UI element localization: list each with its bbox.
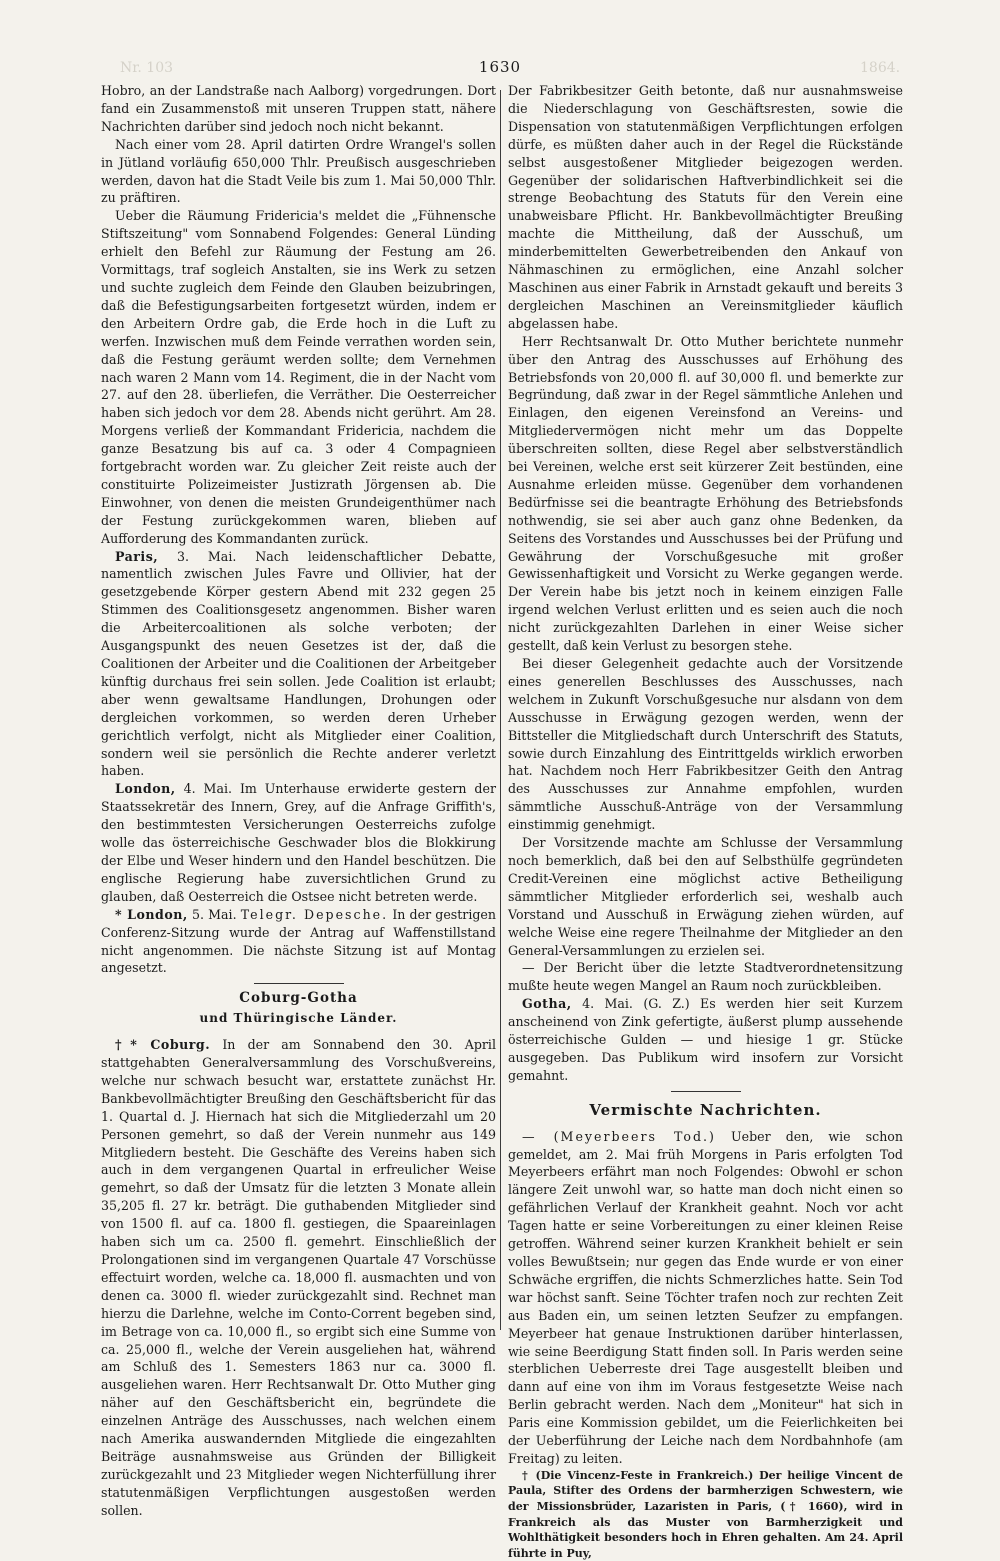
bleedthrough-right: 1864. — [860, 60, 901, 76]
text-london-1: Im Unterhause erwiderte gestern der Staatssekretär des Innern, Grey, auf die Anfrage Griffith's, den bestimmtesten Versicherungen Oesterreichs zufolge wolle das österreichische Geschwader blos die Blokkirung der Elbe und Weser hindern und den Handel beschützen. Die englische Regierung habe zuversichtlichen Grund zu glauben, daß Oesterreich die Ostsee nicht betreten werde. — [101, 781, 496, 904]
telegram-label: Telegr. Depesche. — [240, 906, 389, 922]
article-council-note: — Der Bericht über die letzte Stadtverordnetensitzung mußte heute wegen Mangel an Raum noch zurückbleiben. — [508, 960, 903, 994]
dateline-london-1: London, — [115, 781, 176, 797]
section-rule — [254, 983, 344, 984]
article-wrangel: Nach einer vom 28. April datirten Ordre Wrangel's sollen in Jütland vorläufig 650,000 Thlr. Preußisch ausgeschrieben werden, davon hat die Stadt Veile bis zum 1. Mai 50,000 Thlr. zu präftiren. — [101, 136, 496, 206]
article-gotha — [508, 995, 903, 1085]
article-chairman: Der Vorsitzende machte am Schlusse der Versammlung noch bemerklich, daß bei den auf Selbsthülfe gegründeten Credit-Vereinen eine möglichst active Betheiligung sämmtlicher Mitglieder erforderlich sei, weshalb auch Vorstand und Ausschuß in Erwägung ziehen würden, auf welche Weise eine regere Theilnahme der Mitglieder an den General-Versammlungen zu erzielen sei. — [508, 835, 903, 958]
article-muther: Herr Rechtsanwalt Dr. Otto Muther berichtete nunmehr über den Antrag des Ausschusses auf Erhöhung des Betriebsfonds von 20,000 fl. auf 30,000 fl. und bemerkte zur Begründung, daß zwar in der Regel sämmtliche Anlehen und Einlagen, den eigenen Vereinsfond an Vereins- und Mitgliedervermögen nicht mehr um das Doppelte überschreiten sollten, diese Regel aber selbstverständlich bei Vereinen, welche erst seit kürzerer Zeit bestünden, eine Ausnahme erleiden müsse. Gegenüber dem vorhandenen Bedürfnisse sei die beantragte Erhöhung des Betriebsfonds nothwendig, sie sei aber auch ganz ohne Bedenken, da Seitens des Vorstandes und Ausschusses bei der Prüfung und Gewährung der Vorschußgesuche mit großer Gewissenhaftigkeit und Vorsicht zu Werke gegangen werde. Der Verein habe bis jetzt noch in keinem einzigen Falle irgend welchen Verlust erlitten und es seien auch die noch nicht zurückgezahlten Darlehen in einer Weise sicher gestellt, daß kein Verlust zu besorgen stehe. — [508, 333, 903, 654]
article-vincenz: † (Die Vincenz-Feste in Frankreich.) Der heilige Vincent de Paula, Stifter des Ordens der barmherzigen Schwestern, wie der Missionsbrüder, Lazaristen in Paris, († 1660), wird in Frankreich als das Muster von Barmherzigkeit und Wohlthätigkeit besonders hoch in Ehren gehalten. Am 24. April führte in Puy, — [508, 1468, 903, 1560]
left-column — [101, 82, 496, 1520]
misc-rule — [671, 1091, 741, 1092]
text-paris: Nach leidenschaftlicher Debatte, namentlich zwischen Jules Favre und Ollivier, hat der gesetzgebende Körper gestern Abend mit 232 gegen 25 Stimmen des Coalitionsgesetz angenommen. Bisher waren die Arbeitercoalitionen als solche verboten; der Ausgangspunkt des neuen Gesetzes ist der, daß die Coalitionen der Arbeiter und die Coalitionen der Arbeitgeber künftig durchaus frei sein sollen. Jede Coalition ist erlaubt; aber wenn gewaltsame Handlungen, Drohungen oder dergleichen vorkommen, so werden deren Urheber gerichtlich verfolgt, nicht als Mitglieder einer Coalition, sondern weil sie persönlich die Rechte anderer verletzt haben. — [101, 548, 496, 779]
article-london-2 — [101, 906, 496, 978]
bleedthrough-left: Nr. 103 — [120, 60, 174, 76]
section-subtitle: und Thüringische Länder. — [199, 1011, 398, 1026]
article-geith: Der Fabrikbesitzer Geith betonte, daß nur ausnahmsweise die Niederschlagung von Geschäftsresten, sowie die Dispensation von statutenmäßigen Verpflichtungen erfolgen dürfe, es müßten daher auch in der Regel die Rückstände selbst ausgestoßener Mitglieder beigezogen werden. Gegenüber der solidarischen Haftverbindlichkeit sei die strenge Beobachtung des Statuts für den Verein eine unabweisbare Pflicht. Hr. Bankbevollmächtigter Breußing machte die Mittheilung, daß der Ausschuß, um minderbemittelten Gewerbetreibenden den Ankauf von Nähmaschinen zu ermöglichen, eine Anzahl solcher Maschinen aus einer Fabrik in Arnstadt gekauft und bereits 3 dergleichen Maschinen an Vereinsmitglieder käuflich abgelassen habe. — [508, 83, 903, 331]
text-london-2: In der gestrigen Conferenz-Sitzung wurde der Antrag auf Waffenstillstand nicht angenommen. Die nächste Sitzung ist auf Montag angesetzt. — [101, 906, 496, 976]
misc-section-title: Vermischte Nachrichten. — [589, 1100, 822, 1119]
section-title: Coburg-Gotha — [239, 990, 358, 1007]
date-paris: 3. Mai. — [177, 548, 237, 564]
text-gotha: (G. Z.) Es werden hier seit Kurzem anscheinend von Zink gefertigte, äußerst plump aussehende österreichische Gulden — und hiesige 1 gr. Stücke ausgegeben. Das Publikum wird insofern zur Vorsicht gemahnt. — [508, 996, 903, 1083]
column-divider — [500, 90, 501, 1330]
article-paris — [101, 548, 496, 781]
dateline-gotha: Gotha, — [522, 996, 572, 1012]
date-london-2: 5. Mai. — [191, 906, 237, 922]
meyerbeer-lead: — (Meyerbeers Tod.) — [522, 1128, 716, 1144]
article-fridericia: Ueber die Räumung Fridericia's meldet die „Fühnensche Stiftszeitung" vom Sonnabend Folgendes: General Lünding erhielt den Befehl zur Räumung der Festung am 26. Vormittags, traf sogleich Anstalten, sie ins Werk zu setzen und suchte zugleich dem Feinde den Glauben beizubringen, daß die Befestigungsarbeiten fortgesetzt würden, indem er den Arbeitern Ordre gab, die Erde hoch in die Luft zu werfen. Inzwischen muß dem Feinde verrathen worden sein, daß die Festung geräumt werden sollte; dem Vernehmen nach waren 2 Mann vom 14. Regiment, die in der Nacht vom 27. auf den 28. überliefen, die Verräther. Die Oesterreicher haben sich jedoch vor dem 28. Abends nicht gerührt. Am 28. Morgens verließ der Kommandant Fridericia, nachdem die ganze Besatzung bis auf ca. 3 oder 4 Compagnieen fortgebracht worden war. Zu gleicher Zeit reiste auch der constituirte Polizeimeister Justizrath Jörgensen ab. Die Einwohner, von denen die meisten Grundeigenthümer nach der Festung zurückgekommen waren, blieben auf Aufforderung des Kommandanten zurück. — [101, 208, 496, 546]
article-hobro: Hobro, an der Landstraße nach Aalborg) vorgedrungen. Dort fand ein Zusammenstoß mit unseren Truppen statt, nähere Nachrichten darüber sind jedoch noch nicht bekannt. — [101, 83, 496, 134]
page-number: 1630 — [478, 58, 522, 76]
article-coburg — [101, 1036, 496, 1519]
article-london-1 — [101, 780, 496, 905]
text-coburg: In der am Sonnabend den 30. April stattgehabten Generalversammlung des Vorschußvereins, welche nur schwach besucht war, erstattete zunächst Hr. Bankbevollmächtigter Breußing den Geschäftsbericht für das 1. Quartal d. J. Hiernach hat sich die Mitgliederzahl um 20 Personen gemehrt, so daß der Verein nunmehr aus 149 Mitgliedern besteht. Die Geschäfte des Vereins haben sich auch in dem vergangenen Quartal in erfreulicher Weise gemehrt, so daß der Umsatz für die letzten 3 Monate allein 35,205 fl. 27 kr. beträgt. Die guthabenden Mitglieder sind von 1500 fl. auf ca. 1800 fl. gestiegen, die Spaareinlagen haben sich um ca. 2500 fl. gemehrt. Einschließlich der Prolongationen sind im vergangenen Quartale 47 Vorschüsse effectuirt worden, welche ca. 18,000 fl. ausmachten und von denen ca. 3000 fl. wieder zurückgezahlt sind. Rechnet man hierzu die Darlehne, welche im Conto-Corrent begeben sind, im Betrage von ca. 10,000 fl., so ergibt sich eine Summe von ca. 25,000 fl., welche der Verein ausgeliehen hat, während am Schluß des 1. Semesters 1863 nur ca. 3000 fl. ausgeliehen waren. Herr Rechtsanwalt Dr. Otto Muther ging näher auf den Geschäftsbericht ein, begründete die einzelnen Anträge des Ausschusses, nach welchen einem nach Amerika auswandernden Mitgliede die eingezahlten Beiträge ausnahmsweise aus Gründen der Billigkeit zurückgezahlt und 23 Mitglieder wegen Nichterfüllung ihrer statutenmäßigen Verpflichtungen ausgestoßen werden sollen. — [101, 1037, 496, 1518]
dateline-coburg: †* Coburg. — [115, 1037, 211, 1053]
dateline-paris: Paris, — [115, 548, 159, 564]
date-london-1: 4. Mai. — [183, 781, 232, 797]
article-meyerbeer — [508, 1128, 903, 1468]
dateline-london-2: * London, — [115, 906, 188, 922]
date-gotha: 4. Mai. — [582, 996, 633, 1012]
right-column — [508, 82, 903, 1561]
meyerbeer-text: Ueber den, wie schon gemeldet, am 2. Mai früh Morgens in Paris erfolgten Tod Meyerbeers erfährt man noch Folgendes: Obwohl er schon längere Zeit unwohl war, so hatte man doch nicht einen so gefährlichen Verlauf der Krankheit geahnt. Noch vor acht Tagen hatte er seine Vorbereitungen zu einer kleinen Reise getroffen. Während seiner kurzen Krankheit behielt er sein volles Bewußtsein; nur gegen das Ende wurde er von einer Schwäche ergriffen, die nichts Schmerzliches hatte. Sein Tod war höchst sanft. Seine Töchter trafen noch zur rechten Zeit aus Baden ein, um seinen letzten Seufzer zu empfangen. Meyerbeer hat genaue Instruktionen darüber hinterlassen, wie seine Beerdigung Statt finden soll. In Paris werden seine sterblichen Ueberreste drei Tage ausgestellt bleiben und dann auf eine von ihm im Voraus festgesetzte Weise nach Berlin gebracht werden. Nach dem „Moniteur" hat sich in Paris eine Kommission gebildet, um die Feierlichkeiten bei der Ueberführung der Leiche nach dem Nordbahnhofe (am Freitag) zu leiten. — [508, 1128, 903, 1466]
article-resolution: Bei dieser Gelegenheit gedachte auch der Vorsitzende eines generellen Beschlusses des Ausschusses, nach welchem in Zukunft Vorschußgesuche nur alsdann von dem Ausschusse in Erwägung gezogen werden, wenn der Bittsteller die Mitgliedschaft durch Unterschrift des Statuts, sowie durch Einzahlung des Eintrittgelds wirklich erworben hat. Nachdem noch Herr Fabrikbesitzer Geith den Antrag des Ausschusses zur Annahme empfohlen, wurden sämmtliche Ausschuß-Anträge von der Versammlung einstimmig genehmigt. — [508, 656, 903, 833]
